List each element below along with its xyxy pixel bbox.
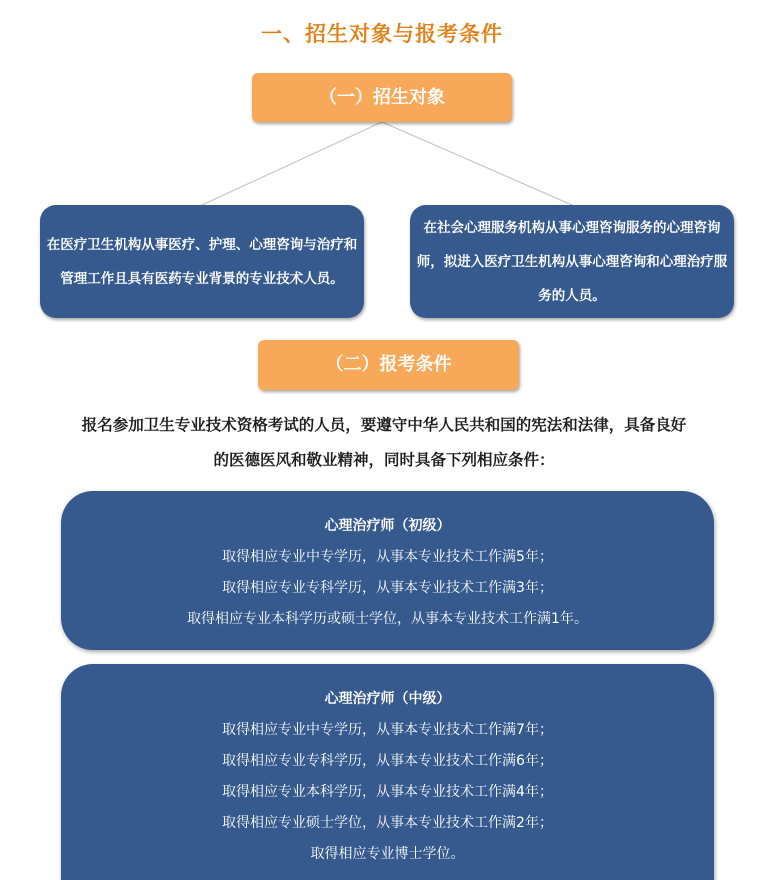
requirements-heading: （二）报考条件 [258, 340, 519, 390]
requirements-intro [8, 408, 760, 478]
middle-condition-line: 取得相应专业硕士学位，从事本专业技术工作满2年； [222, 815, 553, 831]
enrollment-box-medical-staff [40, 205, 364, 318]
requirements-intro-line-2: 的医德医风和敬业精神，同时具备下列相应条件： [213, 451, 555, 469]
middle-condition-line: 取得相应专业专科学历，从事本专业技术工作满6年； [222, 753, 553, 769]
junior-conditions-title: 心理治疗师（初级） [324, 518, 451, 534]
middle-conditions-box [61, 664, 714, 880]
junior-condition-line: 取得相应专业中专学历，从事本专业技术工作满5年； [222, 549, 553, 565]
middle-condition-line: 取得相应专业中专学历，从事本专业技术工作满7年； [222, 722, 553, 738]
junior-condition-line: 取得相应专业本科学历或硕士学位，从事本专业技术工作满1年。 [187, 611, 588, 627]
middle-condition-line: 取得相应专业博士学位。 [310, 846, 465, 862]
requirements-intro-line-1: 报名参加卫生专业技术资格考试的人员，要遵守中华人民共和国的宪法和法律，具备良好 [81, 416, 687, 434]
middle-condition-line: 取得相应专业本科学历，从事本专业技术工作满4年； [222, 784, 553, 800]
enrollment-box-medical-staff-text: 在医疗卫生机构从事医疗、护理、心理咨询与治疗和管理工作且具有医药专业背景的专业技术人员。 [46, 236, 358, 287]
enrollment-box-counselors [410, 205, 734, 318]
enrollment-box-counselors-text: 在社会心理服务机构从事心理咨询服务的心理咨询师，拟进入医疗卫生机构从事心理咨询和心理治疗服务的人员。 [416, 219, 728, 304]
junior-conditions-box [61, 491, 714, 650]
junior-condition-line: 取得相应专业专科学历，从事本专业技术工作满3年； [222, 580, 553, 596]
section-title: 一、招生对象与报考条件 [261, 22, 503, 46]
enrollment-heading: （一）招生对象 [252, 73, 512, 122]
middle-conditions-title: 心理治疗师（中级） [324, 691, 451, 707]
